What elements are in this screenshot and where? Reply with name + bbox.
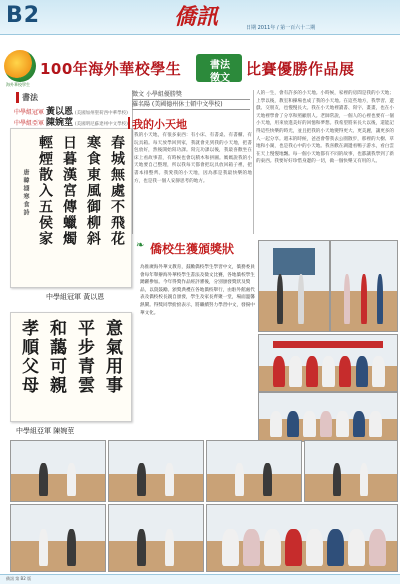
caption-work-2: 中學組亞軍 陳婉莖 (16, 427, 75, 435)
contest-logo-icon (4, 50, 36, 82)
calligraphy-work-1 (10, 128, 132, 288)
calligraphy-column: 平步青雲 (74, 319, 94, 395)
winner-grade: 中學組冠軍 (14, 109, 45, 116)
footer-text: 僑訊 第 B2 版 (6, 576, 32, 581)
ceremony-photo (206, 504, 398, 572)
winner-name: 黃以恩 (45, 107, 73, 117)
award-photo (330, 240, 398, 332)
winner-name: 陳婉莖 (45, 118, 73, 128)
calligraphy-work-2 (10, 312, 132, 422)
headline-left: 100年海外華校學生 (40, 60, 182, 78)
headline-right: 比賽優勝作品展 (246, 60, 355, 78)
essay-author: 羅名陽 (美國德州休士頓中文學校) (132, 100, 250, 110)
award-photo (258, 392, 398, 442)
essay-byline (132, 90, 250, 110)
masthead-title: 僑訊 (174, 4, 219, 30)
ceremony-photo (10, 440, 106, 502)
calligraphy-column: 寒食東風御柳斜 (85, 135, 101, 247)
section-heading-calligraphy: 書法 (16, 92, 38, 103)
calligraphy-column: 春城無處不飛花 (109, 135, 125, 247)
winner-line (14, 115, 128, 128)
column-divider (132, 90, 133, 234)
calligraphy-column: 輕煙散入五侯家 (37, 135, 53, 247)
calligraphy-signature: 唐韓翃寒食詩 (22, 169, 29, 217)
award-photo (258, 334, 398, 392)
winner-grade: 中學組亞軍 (14, 120, 45, 127)
essay-category: 徵文 小學組優勝獎 (132, 90, 250, 100)
ceremony-photo (108, 440, 204, 502)
headline-badge (196, 54, 242, 82)
award-heading: 僑校生獲頒獎狀 (150, 242, 235, 256)
badge-calligraphy: 書法 (210, 60, 230, 71)
leaf-icon: ❧ (136, 240, 145, 251)
footer-band (0, 574, 400, 584)
caption-work-1: 中學組冠軍 黃以恩 (46, 293, 105, 301)
calligraphy-column: 意氣用事 (102, 319, 122, 395)
award-body: 為推廣海外華文教育，鼓勵僑校學生學習中文，僑務委員會每年舉辦海外華校學生書法及徵文比賽，各地僑校學生踴躍參加。今年得獎作品經評審後，分別頒發獎狀及獎品，以資鼓勵。頒獎典禮在各地僑校舉行，由駐外館處代表及僑校校長親自頒發，學生及家長齊聚一堂，場面溫馨熱鬧。得獎同學紛紛表示，將繼續努力學習中文，發揚中華文化。 (140, 265, 255, 316)
ceremony-photo (206, 440, 302, 502)
column-divider (253, 90, 254, 234)
ceremony-photo (108, 504, 204, 572)
page-number: B2 (6, 3, 41, 28)
essay-body-continued: 人的一生，會有許多的小天地。小時候，家裡的房間是我的小天地；上學以後，教室和操場也成了我的小天地。在這些地方，我學習、遊戲、交朋友，也慢慢長大。我在小天地裡讀書、寫字、畫畫，也在小天地裡學會了分享和照顧別人。老師常說，一個人的心裡也要有一個小天地，用來放進美好的回憶和夢想。我希望將來長大以後，還能記得這些快樂的時光，並且把我的小天地變得更大、更美麗，讓更多的人一起分享。週末的時候，爸爸會帶我去公園散步，那裡的大樹、草地和小湖，也是我心中的小天地。我喜歡在湖邊看鴨子游水，看白雲在天上慢慢地飄。每一個小天地都有不同的故事，也都讓我學到了新的東西。我要好好珍惜身邊的一切，做一個快樂又有用的人。 (256, 91, 394, 165)
ceremony-photo (10, 504, 106, 572)
award-photo (258, 240, 330, 332)
calligraphy-column: 孝順父母 (18, 319, 38, 395)
winner-school: (美國明尼蘇達州中文學校) (74, 122, 128, 127)
essay-body: 我的小天地，有很多東西：有小床、有書桌、有書櫃、有玩具箱。每天放學回到家，我就會先到我的小天地，把書包放好，然後開始寫功課。寫完功課以後，我最喜歡坐在床上看故事書，有時候也會玩積木和拼圖。媽媽說我的小天地要自己整理，所以我每天都會把玩具放回箱子裡，把書本排整齊。我愛我的小天地，因為那是我最快樂的地方，也是我一個人安靜思考的地方。 (134, 133, 252, 184)
ceremony-photo (304, 440, 398, 502)
calligraphy-column: 和藹可親 (46, 319, 66, 395)
badge-essay: 徵文 (210, 73, 230, 84)
winner-school: (美國加州聖荷西中華學校) (74, 111, 128, 116)
masthead-subline: 日期 2011年 / 第一百六十二期 (246, 25, 316, 31)
essay-title: 我的小天地 (132, 118, 187, 131)
logo-text: 海外華校學生 (6, 82, 30, 87)
calligraphy-column: 日暮漢宮傳蠟燭 (61, 135, 77, 247)
